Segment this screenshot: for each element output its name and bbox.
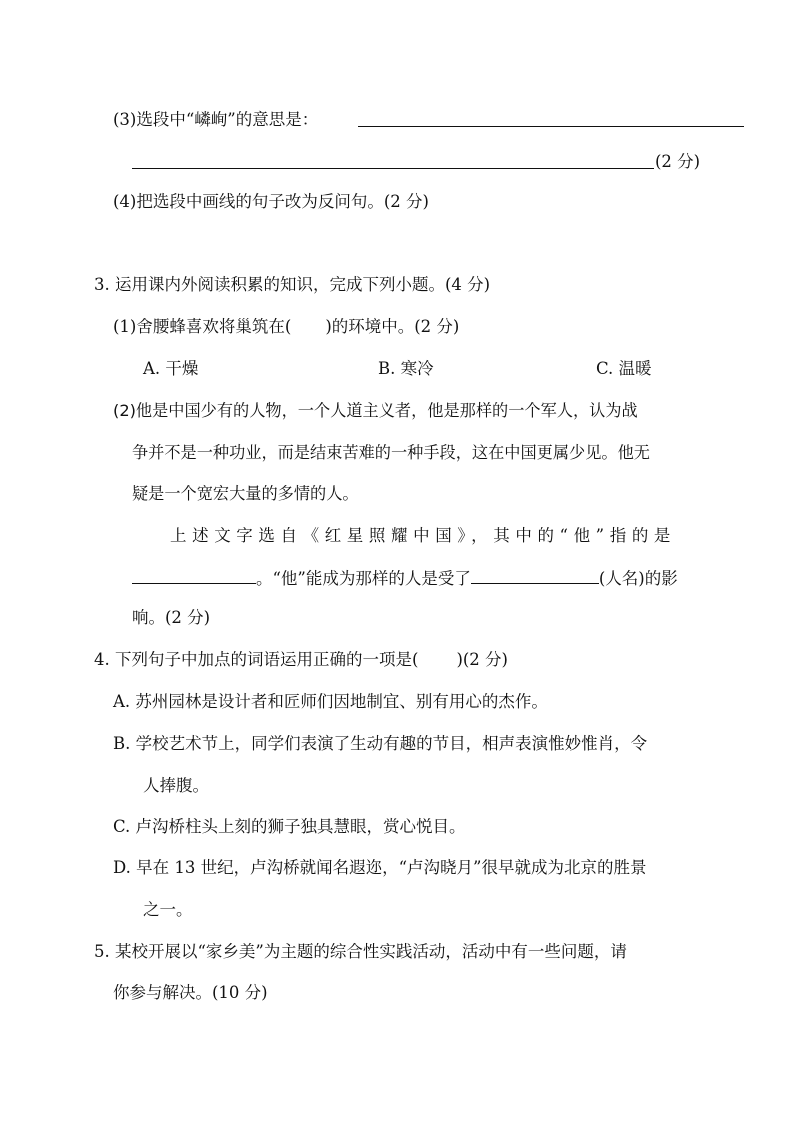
- q2-sub4: (4)把选段中画线的句子改为反问句。(2 分): [113, 192, 429, 211]
- q3-sub1-text-b: )的环境中。(2 分): [325, 317, 460, 336]
- q3-sub2-question-line3: 响。(2 分): [132, 608, 211, 627]
- q4-option-d-line2: 之一。: [143, 900, 193, 919]
- q3-sub2-line1: (2)他是中国少有的人物，一个人道主义者，他是那样的一个军人，认为战: [113, 401, 638, 420]
- q4-option-a: A. 苏州园林是设计者和匠师们因地制宜、别有用心的杰作。: [113, 692, 548, 711]
- q3-option-c: C. 温暖: [596, 359, 652, 378]
- q3-sub2-line2: 争并不是一种功业，而是结束苦难的一种手段，这在中国更属少见。他无: [132, 443, 650, 462]
- q3-stem: 3. 运用课内外阅读积累的知识，完成下列小题。(4 分): [94, 275, 491, 294]
- answer-line[interactable]: [358, 126, 744, 127]
- answer-blank[interactable]: [471, 566, 599, 584]
- q3-option-b: B. 寒冷: [378, 359, 434, 378]
- q2-sub3-score: (2 分): [655, 152, 701, 171]
- answer-line[interactable]: [132, 168, 654, 169]
- q3-sub1-text-a: (1)舍腰蜂喜欢将巢筑在(: [113, 317, 292, 336]
- q4-option-d-line1: D. 早在 13 世纪，卢沟桥就闻名遐迩，“卢沟晓月”很早就成为北京的胜景: [113, 858, 647, 877]
- q3-sub2-text-end: (人名)的影: [598, 569, 678, 588]
- q3-sub1: [113, 315, 459, 339]
- q4-stem-text-b: )(2 分): [456, 650, 508, 669]
- q4-stem-text-a: 4. 下列句子中加点的词语运用正确的一项是(: [94, 650, 419, 669]
- q4-option-b-line1: B. 学校艺术节上，同学们表演了生动有趣的节目，相声表演惟妙惟肖，令: [113, 734, 648, 753]
- q3-sub2-line3: 疑是一个宽宏大量的多情的人。: [132, 484, 359, 503]
- q3-sub2-question-line2: [132, 566, 678, 591]
- q4-stem: [94, 648, 508, 672]
- q5-stem-line1: 5. 某校开展以“家乡美”为主题的综合性实践活动，活动中有一些问题，请: [94, 942, 627, 961]
- q5-stem-line2: 你参与解决。(10 分): [113, 983, 268, 1002]
- q2-sub3-text: (3)选段中“嶙峋”的意思是：: [113, 110, 319, 129]
- answer-blank[interactable]: [132, 566, 256, 584]
- q3-sub2-text-mid: 。“他”能成为那样的人是受了: [256, 569, 471, 588]
- q4-option-c: C. 卢沟桥柱头上刻的狮子独具慧眼，赏心悦目。: [113, 817, 466, 836]
- q3-option-a: A. 干燥: [143, 359, 199, 378]
- q2-sub3: [113, 108, 318, 132]
- q3-sub2-question-line1: 上述文字选自《红星照耀中国》，其中的“他”指的是: [170, 526, 677, 545]
- q4-option-b-line2: 人捧腹。: [143, 776, 209, 795]
